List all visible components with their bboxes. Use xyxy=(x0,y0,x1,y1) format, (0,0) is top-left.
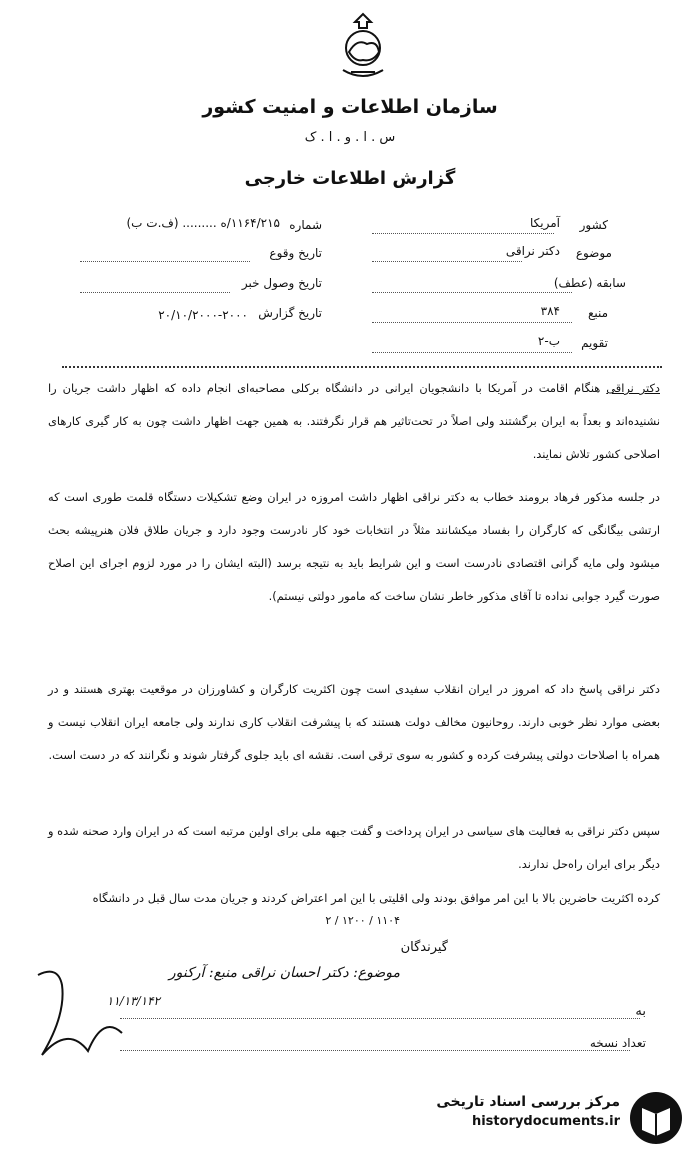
paragraph-lead: دکتر نراقی xyxy=(606,381,660,395)
brand-url: historydocuments.ir xyxy=(471,1114,620,1129)
brand-name: مرکز بررسی اسناد تاریخی xyxy=(436,1094,620,1110)
signature-scribble xyxy=(28,955,138,1065)
crest-emblem-icon xyxy=(333,12,393,82)
handwritten-note: موضوع: دکتر احسان نراقی منبع: آرکنور xyxy=(168,965,400,981)
source-label: منبع xyxy=(587,306,608,320)
rating-value: ب-۲ xyxy=(537,334,560,348)
brand-block xyxy=(400,1094,620,1129)
handwritten-date: ۱۱/۱۳/۱۴۲ xyxy=(106,994,160,1008)
body-paragraph-2: در جلسه مذکور فرهاد برومند خطاب به دکتر نراقی اظهار داشت امروزه در ایران وضع تشکیلات دستگاه قلمت طوری است که ارتشی بیگانگی که کارگران را بفساد میکشانند مثلاً در انتخابات خود کار نادرست وجود دارد و جریان طلاق فلان هنرپیشه بحث میشود ولی مایه گرانی اقتصادی نادرست است و این شرایط باید به نتیجه برسد (البته ایشان را در مورد لزوم اجرای این اصلاح صورت گیرد جوابی نداده تا آقای مذکور خاطر نشان ساخت که مامور دولتی نیستم). xyxy=(48,490,660,603)
receipt-date-label: تاریخ وصول خبر xyxy=(241,276,322,290)
body-paragraph-5: کرده اکثریت حاضرین بالا با این امر موافق بودند ولی اقلیتی با این امر اعتراض کردند و جریان مدت سال قبل در دانشگاه xyxy=(92,891,660,905)
body-paragraph-4: سپس دکتر نراقی به فعالیت های سیاسی در ایران پرداخت و گفت جبهه ملی برای اولین مرتبه است که در ایران وارد صحنه شده و دیگر برای ایران راه‌حل ندارند. xyxy=(48,824,660,871)
reference-number: ۱۱۰۴ / ۱۲۰۰ / ۲ xyxy=(325,914,400,927)
number-value: ۱۱۶۴/۲۱۵/ه ......... (ف.ت ب) xyxy=(126,216,280,230)
country-label: کشور xyxy=(579,218,608,232)
number-label: شماره xyxy=(289,218,322,232)
brand-logo-icon xyxy=(628,1090,684,1146)
body-paragraph-1: دکتر نراقی هنگام اقامت در آمریکا با دانشجویان ایرانی در دانشگاه برکلی مصاحبه‌ای انجام داده که اظهار داشت جریان را نشنیده‌اند و بعداً به ایران برگشتند ولی اصلاً در تحت‌تاثیر هم قرار نگرفتند. به همین جهت اظهار داشت چون به کار گیری کارهای اصلاحی کشور تلاش نمایند. xyxy=(48,381,660,461)
separator-line xyxy=(62,366,662,368)
to-label: به xyxy=(635,1004,646,1019)
precedent-label: سابقه (عطف) xyxy=(553,276,626,290)
body-paragraph-3: دکتر نراقی پاسخ داد که امروز در ایران انقلاب سفیدی است چون اکثریت کارگران و کشاورزان در موقعیت بهتری هستند و در بعضی موارد نظر خوبی دارند. روحانیون مخالف دولت هستند که با پیشرفت انقلاب کاری ندارند ولی جامعه ایران انقلاب نیست و همراه با اصلاحات دولتی پیشرفت کرده و کشور به سوی ترقی است. نقشه ای باید جلوی گرفتار شوند و نگرانند که در دست است. xyxy=(48,682,660,762)
report-date-label: تاریخ گزارش xyxy=(258,306,322,320)
recipients-label: گیرندگان xyxy=(400,940,448,955)
subject-label: موضوع xyxy=(575,246,612,260)
rating-label: تقویم xyxy=(581,336,608,350)
country-value: آمریکا xyxy=(529,216,560,230)
event-date-label: تاریخ وقوع xyxy=(269,246,322,260)
report-title: گزارش اطلاعات خارجی xyxy=(244,168,456,189)
organization-title: سازمان اطلاعات و امنیت کشور xyxy=(202,96,498,118)
source-value: ۳۸۴ xyxy=(540,304,560,318)
copies-label: تعداد نسخه xyxy=(589,1036,646,1050)
subject-value: دکتر نراقی xyxy=(505,244,560,258)
organization-code: س . ا . و . ا . ک xyxy=(304,130,396,145)
report-date-value: ۲۰/۱۰/۲۰۰۰-۲۰۰۰ xyxy=(158,308,248,322)
